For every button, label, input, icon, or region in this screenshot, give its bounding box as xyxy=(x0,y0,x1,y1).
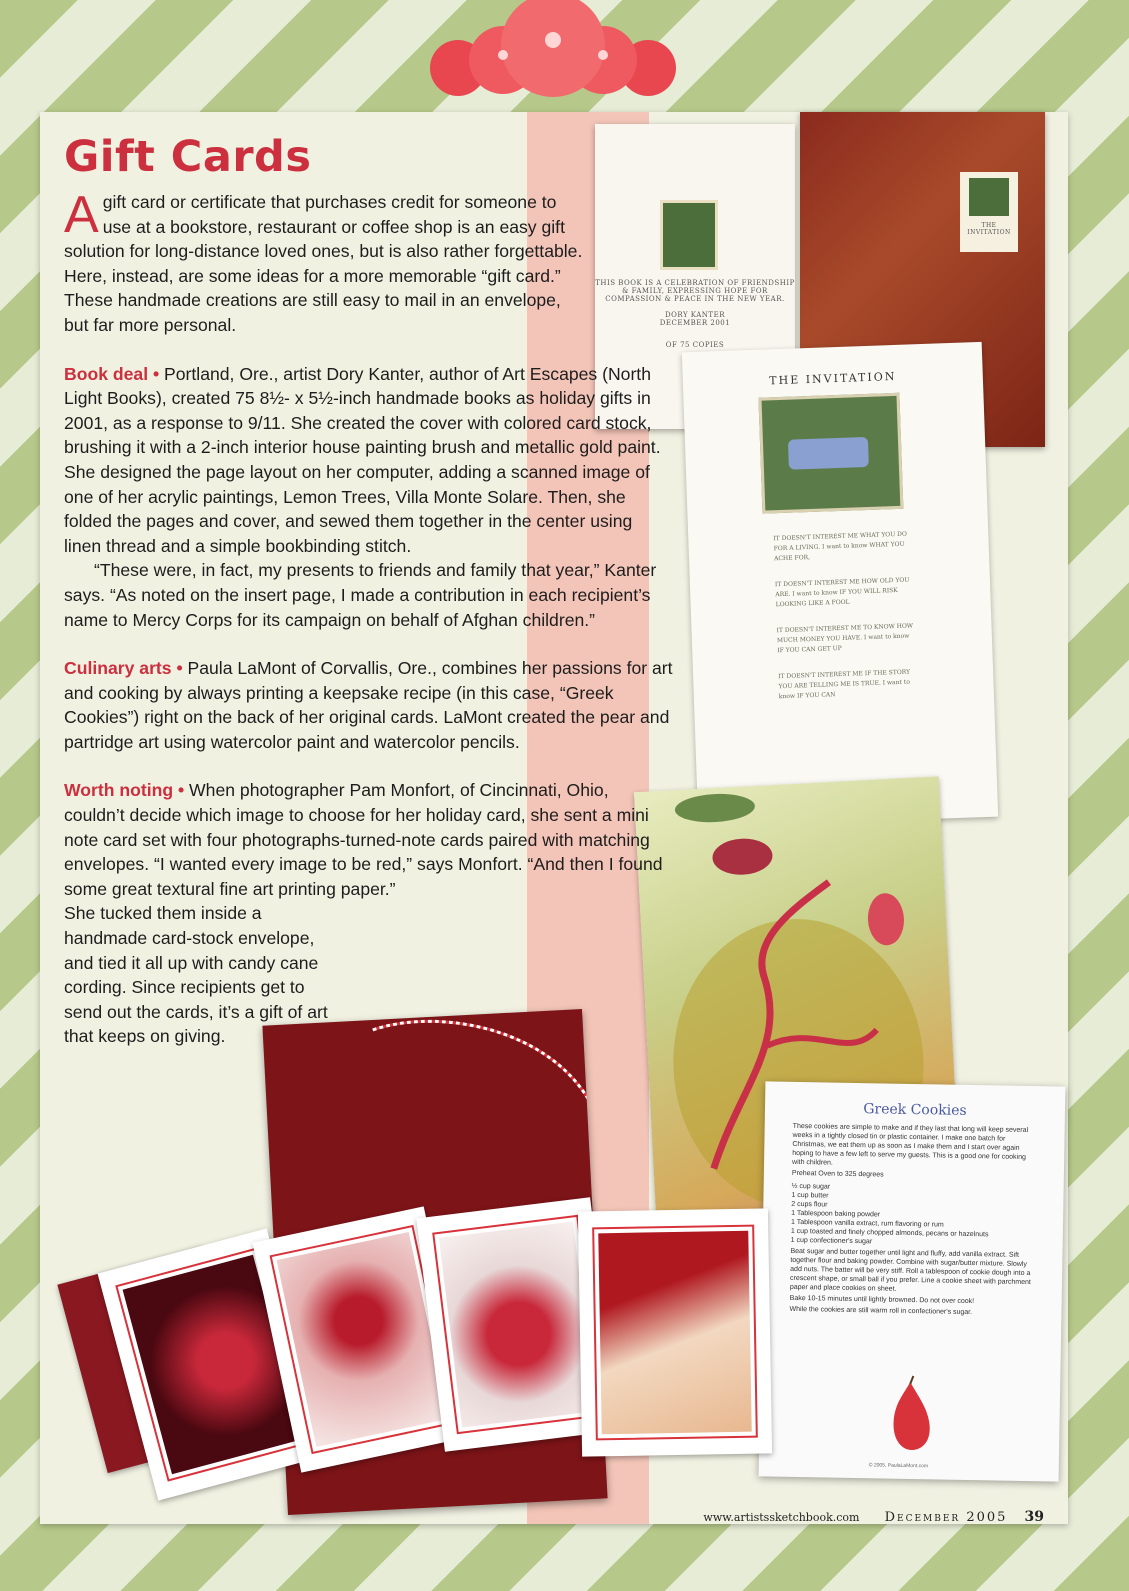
invitation-heading: THE INVITATION xyxy=(769,369,897,388)
worth-noting-heading: Worth noting • xyxy=(64,780,185,801)
worth-noting-section xyxy=(64,778,664,1049)
recipe-ingredient: 2 cups flour xyxy=(791,1200,828,1209)
raspberries-photo xyxy=(439,1221,596,1427)
intro-text: gift card or certificate that purchases credit for someone to use at a bookstore, restaurant or coffee shop is an easy gift solution for long-distance loved ones, but is also rather forgettable. Here, instead, are some ideas for a more memorable “gift card.” These handmade creations are still easy to mail in an envelope, but far more personal. xyxy=(64,192,583,335)
book-deal-section xyxy=(64,362,664,633)
worth-noting-paragraph xyxy=(64,778,664,901)
invitation-line: IT DOESN'T INTEREST ME HOW OLD YOU ARE. I want to know IF YOU WILL RISK LOOKING LIKE A FOOL xyxy=(774,576,910,609)
page-title: Gift Cards xyxy=(64,132,312,182)
recipe-preheat: Preheat Oven to 325 degrees xyxy=(791,1169,884,1179)
recipe-ingredient: 1 Tablespoon baking powder xyxy=(791,1209,881,1219)
culinary-text: Paula LaMont of Corvallis, Ore., combines her passions for art and cooking by always printing a keepsake recipe (in this case, “Greek Cookies”) right on the back of her original cards. LaMont created the pear and partridge art using watercolor paint and watercolor pencils. xyxy=(64,658,673,752)
book-deal-text: Portland, Ore., artist Dory Kanter, author of Art Escapes (North Light Books), created 75 8½- x 5½-inch handmade books as holiday gifts in 2001, as a response to 9/11. She created the cover with colored card stock, brushing it with a 2-inch interior house painting brush and metallic gold paint. She designed the page layout on her computer, adding a scanned image of one of her acrylic paintings, Lemon Trees, Villa Monte Solare. Then, she folded the pages and cover, and sewed them together in the center using linen thread and a simple bookbinding stitch. xyxy=(64,363,661,556)
invitation-page xyxy=(682,342,998,827)
recipe-method: Beat sugar and butter together until light and fluffy, add vanilla extract. Sift together flour and baking powder. Combine with sugar/butter mixture. Slowly add nuts. The batter will be very stiff. Roll a tablespoon of cookie dough into a crescent shape, or small ball if you prefer. Line a cookie sheet with parchment paper and place cookies on sheet. xyxy=(789,1247,1033,1293)
insert-line: DORY KANTER xyxy=(665,311,725,319)
culinary-heading: Culinary arts • xyxy=(64,658,183,679)
article-panel xyxy=(40,112,1068,1524)
invitation-line: IT DOESN'T INTEREST ME IF THE STORY YOU ARE TELLING ME IS TRUE. I want to know IF YOU CAN xyxy=(778,668,911,701)
insert-line: DECEMBER 2001 xyxy=(659,319,731,327)
recipe-title: Greek Cookies xyxy=(863,1101,967,1119)
recipe-ingredient: 1 cup confectioner's sugar xyxy=(790,1236,873,1246)
insert-line: THIS BOOK IS A CELEBRATION OF FRIENDSHIP xyxy=(595,279,795,287)
invitation-line: IT DOESN'T INTEREST ME WHAT YOU DO FOR A LIVING. I want to know WHAT YOU ACHE FOR, xyxy=(773,530,907,563)
article-text xyxy=(64,132,684,1049)
ornament-decoration xyxy=(418,0,688,115)
pear-icon xyxy=(879,1373,940,1454)
recipe-ingredient: 1 cup toasted and finely chopped almonds, pecans or hazelnuts xyxy=(790,1227,989,1239)
soap-photo xyxy=(598,1231,751,1435)
recipe-body xyxy=(789,1122,1037,1318)
footer-date: December 2005 xyxy=(884,1510,1008,1525)
insert-line: OF 75 COPIES xyxy=(665,341,725,349)
footer-url[interactable]: www.artistssketchbook.com xyxy=(703,1511,860,1524)
recipe-ingredient: 1 Tablespoon vanilla extract, rum flavoring or rum xyxy=(790,1218,944,1229)
culinary-section xyxy=(64,656,679,754)
note-card-soap xyxy=(578,1208,772,1456)
recipe-credit: © 2005, PaulaLaMont.com xyxy=(868,1462,929,1470)
recipe-bake: Bake 10-15 minutes until lightly browned. Do not over cook! xyxy=(789,1294,975,1306)
villa-shape xyxy=(788,437,869,470)
recipe-finish: While the cookies are still warm roll in confectioner's sugar. xyxy=(789,1305,973,1317)
culinary-paragraph xyxy=(64,656,679,754)
invitation-line: IT DOESN'T INTEREST ME TO KNOW HOW MUCH MONEY YOU HAVE. I want to know IF YOU CAN GET UP xyxy=(776,622,914,655)
insert-line: COMPASSION & PEACE IN THE NEW YEAR. xyxy=(605,295,785,303)
lemon-trees-painting xyxy=(758,393,903,514)
recipe-ingredient: 1 cup butter xyxy=(791,1191,829,1200)
book-deal-quote: “These were, in fact, my presents to friends and family that year,” Kanter says. “As noted on the insert page, I made a contribution in each recipient’s name to Mercy Corps for its campaign on behalf of Afghan children.” xyxy=(64,560,657,630)
recipe-card xyxy=(759,1081,1066,1481)
cover-label xyxy=(960,172,1018,252)
cover-label-text: THE INVITATION xyxy=(967,222,1011,236)
book-deal-heading: Book deal • xyxy=(64,363,160,384)
page-footer xyxy=(703,1506,1044,1525)
drop-cap: A xyxy=(64,186,99,244)
worth-noting-text: When photographer Pam Monfort, of Cincinnati, Ohio, couldn’t decide which image to choose for her holiday card, she sent a mini note card set with four photographs-turned-note cards paired with matching envelopes. “I wanted every image to be red,” says Monfort. “And then I found some great textural fine art printing paper.” xyxy=(64,780,663,899)
insert-line: & FAMILY, EXPRESSING HOPE FOR xyxy=(622,287,768,295)
page-number: 39 xyxy=(1024,1509,1044,1525)
recipe-intro: These cookies are simple to make and if they last that long will keep several weeks in a tightly closed tin or plastic container. I make one batch for Christmas, we eat them up as soon as I make them and I start over again hoping to have a few left to serve my guests. This is a good one for cooking with children. xyxy=(791,1122,1031,1167)
recipe-ingredient: ½ cup sugar xyxy=(791,1182,831,1191)
cover-thumbnail xyxy=(969,178,1009,216)
intro-paragraph xyxy=(64,186,584,338)
book-deal-paragraph xyxy=(64,362,664,559)
worth-noting-text-narrow: She tucked them inside a handmade card-stock envelope, and tied it all up with candy cane cording. Since recipients get to send out the cards, it’s a gift of art that keeps on giving. xyxy=(64,903,328,1047)
